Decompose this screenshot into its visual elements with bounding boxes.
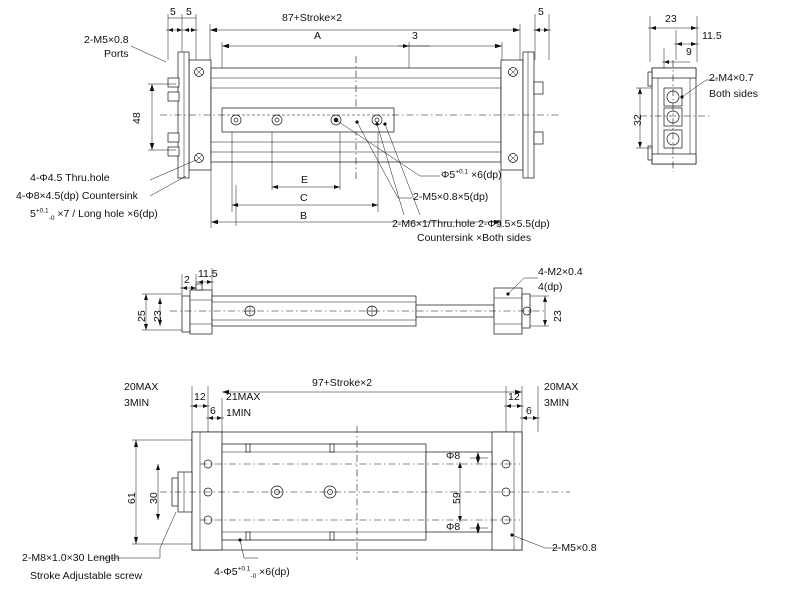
label-m6-thru: 2-M6×1/Thru.hole 2-Φ9.5×5.5(dp) [392, 218, 550, 230]
label-bot-6-left: 6 [210, 405, 216, 417]
label-bot-59: 59 [451, 492, 463, 504]
label-countersink-8: 4-Φ8×4.5(dp) Countersink [16, 190, 138, 202]
label-m5-5dp: 2-M5×0.8×5(dp) [413, 191, 489, 203]
bottom-view-body [100, 426, 570, 560]
label-top-left-5b: 5 [186, 6, 192, 18]
label-bot-phi8-b: Φ8 [446, 521, 461, 533]
label-side-m4: 2-M4×0.7 [709, 72, 754, 84]
label-bot-phi5: $4-\Phi 5^{+0.1}_{-0} \times 6(dp)$ [214, 565, 290, 581]
label-port-thread: 2-M5×0.8 [84, 34, 129, 46]
label-bot-6-right: 6 [526, 405, 532, 417]
label-side-9: 9 [686, 46, 692, 58]
label-dim-a: A [314, 30, 322, 42]
label-countersink-both: Countersink ×Both sides [417, 232, 532, 244]
label-bot-30: 30 [148, 492, 160, 504]
label-side-both: Both sides [709, 88, 759, 100]
label-bot-screw: Stroke Adjustable screw [30, 570, 143, 582]
label-side-23: 23 [665, 13, 677, 25]
label-mid-11-5: 11.5 [198, 268, 218, 280]
label-thru-hole: 4-Φ4.5 Thru.hole [30, 172, 110, 184]
label-dim-b: B [300, 210, 308, 222]
label-ports: Ports [104, 48, 129, 60]
label-bot-1min: 1MIN [226, 407, 252, 419]
label-top-stroke: 87+Stroke×2 [282, 12, 343, 24]
label-bot-m8: 2-M8×1.0×30 Length [22, 552, 120, 564]
label-side-32: 32 [632, 114, 644, 126]
label-bot-stroke: 97+Stroke×2 [312, 377, 373, 389]
label-bot-12-right: 12 [508, 391, 520, 403]
label-mid-25: 25 [136, 310, 148, 322]
label-side-11-5: 11.5 [702, 30, 722, 42]
label-mid-4dp: 4(dp) [538, 281, 563, 293]
label-top-left-5a: 5 [170, 6, 176, 18]
label-bot-61: 61 [126, 492, 138, 504]
label-bot-12-left: 12 [194, 391, 206, 403]
label-long-hole: $5^{+0.1}_{-0} \times 7$ / Long hole ×6(dp) [30, 207, 158, 223]
label-phi5-dp: $\Phi 5^{+0.1} \times 6(dp)$ [441, 168, 502, 181]
label-dim-48: 48 [131, 112, 143, 124]
front-view-body [148, 52, 560, 182]
label-dim-3: 3 [412, 30, 418, 42]
label-bot-m5: 2-M5×0.8 [552, 542, 597, 554]
label-bot-3min-right: 3MIN [544, 397, 570, 409]
label-mid-right-23: 23 [552, 310, 564, 322]
label-top-right-5: 5 [538, 6, 544, 18]
label-mid-23: 23 [152, 310, 164, 322]
label-bot-phi8-a: Φ8 [446, 450, 461, 462]
label-bot-20max-right: 20MAX [544, 381, 579, 393]
label-bot-3min-left: 3MIN [124, 397, 150, 409]
label-mid-m2: 4-M2×0.4 [538, 266, 583, 278]
label-bot-20max-left: 20MAX [124, 381, 159, 393]
label-dim-c: C [300, 192, 308, 204]
label-mid-2: 2 [184, 274, 190, 286]
top-dimension-lines [166, 14, 551, 70]
label-bot-21max: 21MAX [226, 391, 261, 403]
label-dim-e: E [301, 174, 309, 186]
